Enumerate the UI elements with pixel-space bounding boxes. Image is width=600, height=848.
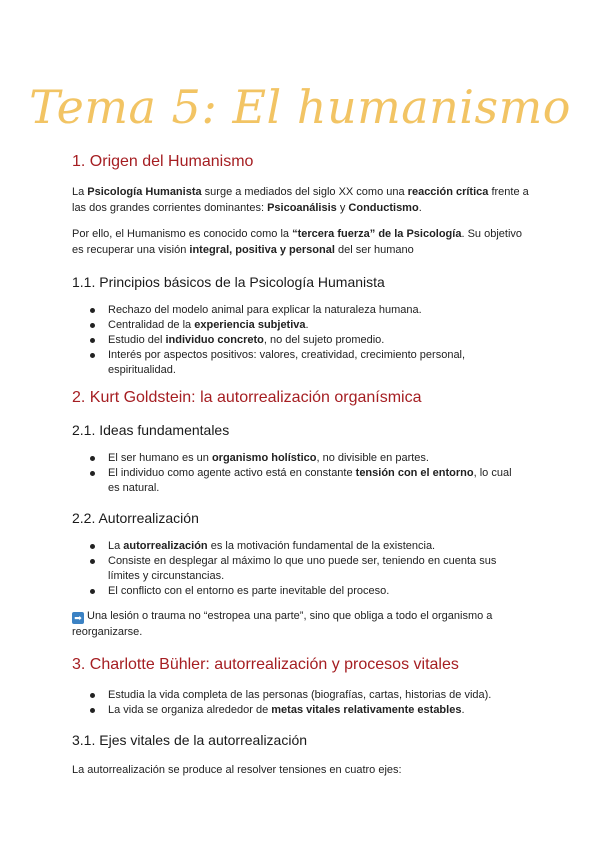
section-1-heading: 1. Origen del Humanismo bbox=[72, 153, 254, 170]
section-3-1-heading: 3.1. Ejes vitales de la autorrealización bbox=[72, 732, 308, 748]
list-item: Consiste en desplegar al máximo lo que uno puede ser, teniendo en cuenta sus límites y circunstancias. bbox=[72, 554, 512, 584]
right-arrow-icon: ➡ bbox=[72, 612, 84, 624]
bullet-icon bbox=[90, 708, 95, 713]
list-item: Interés por aspectos positivos: valores, creatividad, crecimiento personal, espiritualidad. bbox=[72, 348, 512, 378]
section-1-1-list bbox=[72, 303, 512, 378]
section-2-2-heading: 2.2. Autorrealización bbox=[72, 510, 199, 526]
section-3-1-paragraph: La autorrealización se produce al resolver tensiones en cuatro ejes: bbox=[72, 764, 402, 776]
section-2-1-list bbox=[72, 451, 512, 496]
section-2-2-list bbox=[72, 539, 512, 599]
bullet-icon bbox=[90, 544, 95, 549]
section-1-paragraph-1: La Psicología Humanista surge a mediados del siglo XX como una reacción crítica frente a las dos grandes corrientes dominantes: Psicoanálisis y Conductismo. bbox=[72, 186, 529, 214]
section-3-heading: 3. Charlotte Bühler: autorrealización y procesos vitales bbox=[72, 656, 459, 673]
bullet-icon bbox=[90, 456, 95, 461]
bullet-icon bbox=[90, 353, 95, 358]
list-item: La vida se organiza alrededor de metas vitales relativamente estables. bbox=[72, 703, 512, 718]
list-item: Centralidad de la experiencia subjetiva. bbox=[72, 318, 512, 333]
list-item: Rechazo del modelo animal para explicar la naturaleza humana. bbox=[72, 303, 512, 318]
list-item: El conflicto con el entorno es parte inevitable del proceso. bbox=[72, 584, 512, 599]
section-2-1-heading: 2.1. Ideas fundamentales bbox=[72, 422, 230, 438]
bullet-icon bbox=[90, 338, 95, 343]
bullet-icon bbox=[90, 693, 95, 698]
section-3-list bbox=[72, 688, 512, 718]
bullet-icon bbox=[90, 323, 95, 328]
section-2-note: ➡ Una lesión o trauma no “estropea una parte”, sino que obliga a todo el organismo a reorganizarse. bbox=[72, 610, 493, 638]
section-2-heading: 2. Kurt Goldstein: la autorrealización organísmica bbox=[72, 389, 422, 406]
bullet-icon bbox=[90, 559, 95, 564]
list-item: Estudio del individuo concreto, no del sujeto promedio. bbox=[72, 333, 512, 348]
section-1-paragraph-2: Por ello, el Humanismo es conocido como la “tercera fuerza” de la Psicología. Su objetivo es recuperar una visión integral, positiva y personal del ser humano bbox=[72, 228, 523, 256]
bullet-icon bbox=[90, 589, 95, 594]
bullet-icon bbox=[90, 471, 95, 476]
list-item: La autorrealización es la motivación fundamental de la existencia. bbox=[72, 539, 512, 554]
list-item: Estudia la vida completa de las personas (biografías, cartas, historias de vida). bbox=[72, 688, 512, 703]
section-1-1-heading: 1.1. Principios básicos de la Psicología Humanista bbox=[72, 274, 385, 290]
document-title: Tema 5: El humanismo bbox=[29, 80, 571, 134]
list-item: El ser humano es un organismo holístico, no divisible en partes. bbox=[72, 451, 512, 466]
list-item: El individuo como agente activo está en constante tensión con el entorno, lo cual es natural. bbox=[72, 466, 512, 496]
bullet-icon bbox=[90, 308, 95, 313]
